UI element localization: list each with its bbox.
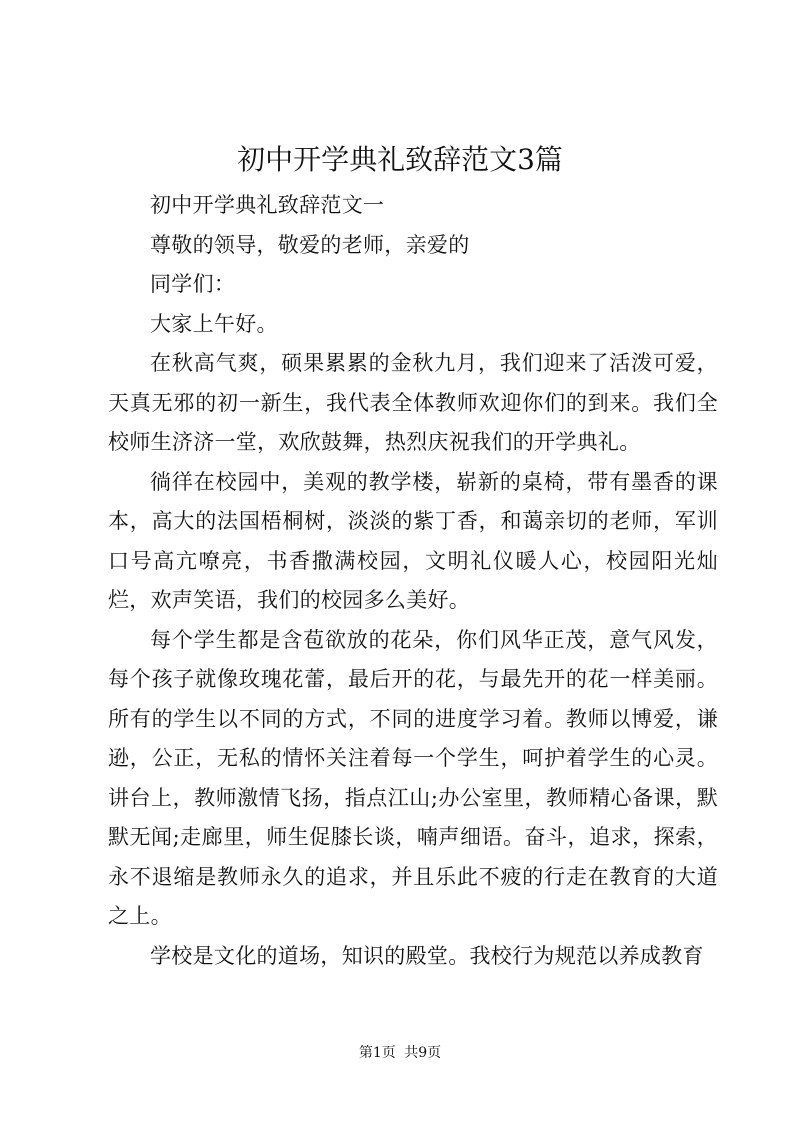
page-footer <box>0 1043 800 1063</box>
paragraph: 初中开学典礼致辞范文一 <box>150 193 385 217</box>
document-title: 初中开学典礼致辞范文3篇 <box>237 143 563 176</box>
page-number: 第1页 <box>358 1045 396 1061</box>
paragraph: 学校是文化的道场，知识的殿堂。我校行为规范以养成教育 <box>150 943 704 968</box>
paragraph: 每个学生都是含苞欲放的花朵，你们风华正茂，意气风发，每个孩子就像玫瑰花蕾，最后开的花，与最先开的花一样美丽。所有的学生以不同的方式，不同的进度学习着。教师以博爱，谦逊，公正，无私的情怀关注着每一个学生，呵护着学生的心灵。讲台上，教师激情飞扬，指点江山;办公室里，教师精心备课，默默无闻;走廊里，师生促膝长谈，喃声细语。奋斗，追求，探索，永不退缩是教师永久的追求，并且乐此不疲的行走在教育的大道之上。 <box>108 627 718 928</box>
paragraph: 同学们： <box>150 272 236 296</box>
paragraph: 大家上午好。 <box>150 311 278 336</box>
paragraph: 徜徉在校园中，美观的教学楼，崭新的桌椅，带有墨香的课本，高大的法国梧桐树，淡淡的紫丁香，和蔼亲切的老师，军训口号高亢嘹亮，书香撒满校园，文明礼仪暖人心，校园阳光灿烂，欢声笑语，我们的校园多么美好。 <box>108 469 718 612</box>
paragraph: 在秋高气爽，硕果累累的金秋九月，我们迎来了活泼可爱，天真无邪的初一新生，我代表全体教师欢迎你们的到来。我们全校师生济济一堂，欢欣鼓舞，热烈庆祝我们的开学典礼。 <box>108 351 718 454</box>
page-total: 共9页 <box>404 1045 442 1061</box>
paragraph: 尊敬的领导，敬爱的老师，亲爱的 <box>150 232 470 257</box>
document-body <box>108 186 718 976</box>
